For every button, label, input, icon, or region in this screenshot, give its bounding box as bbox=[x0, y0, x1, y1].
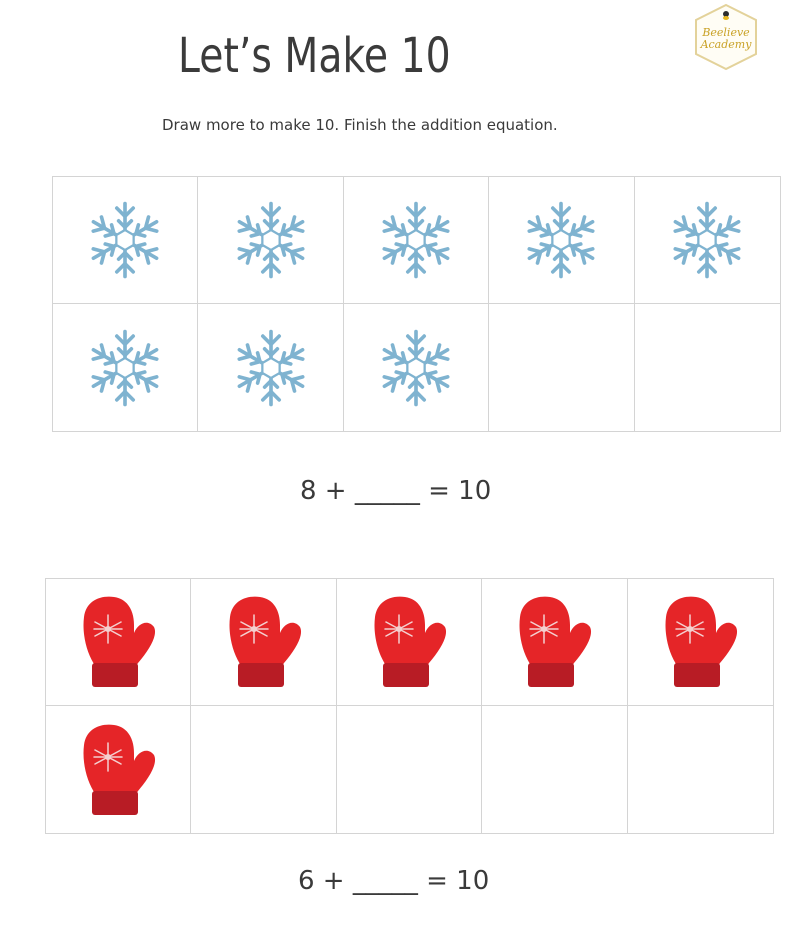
ten-frame-cell[interactable] bbox=[628, 579, 773, 706]
mitten-icon bbox=[224, 593, 304, 691]
logo-text-line2: Academy bbox=[700, 38, 752, 51]
mitten-icon bbox=[78, 721, 158, 819]
instructions: Draw more to make 10. Finish the addition equation. bbox=[162, 116, 558, 134]
ten-frame-cell[interactable] bbox=[191, 706, 336, 833]
ten-frame-cell[interactable] bbox=[198, 304, 343, 431]
snowflake-icon bbox=[375, 323, 457, 413]
ten-frame-cell[interactable] bbox=[46, 579, 191, 706]
mitten-icon bbox=[514, 593, 594, 691]
mitten-icon bbox=[660, 593, 740, 691]
ten-frame-cell[interactable] bbox=[489, 177, 634, 304]
ten-frame-cell[interactable] bbox=[337, 579, 482, 706]
ten-frame-cell[interactable] bbox=[53, 304, 198, 431]
mitten-icon bbox=[369, 593, 449, 691]
ten-frame-snowflakes bbox=[52, 176, 781, 432]
snowflake-icon bbox=[230, 323, 312, 413]
ten-frame-cell[interactable] bbox=[344, 177, 489, 304]
ten-frame-mittens bbox=[45, 578, 774, 834]
ten-frame-cell[interactable] bbox=[337, 706, 482, 833]
mitten-icon bbox=[78, 593, 158, 691]
snowflake-icon bbox=[84, 195, 166, 285]
snowflake-icon bbox=[230, 195, 312, 285]
ten-frame-cell[interactable] bbox=[635, 177, 780, 304]
ten-frame-cell[interactable] bbox=[482, 706, 627, 833]
brand-logo bbox=[690, 2, 762, 72]
ten-frame-cell[interactable] bbox=[46, 706, 191, 833]
page-title: Let’s Make 10 bbox=[178, 28, 451, 84]
snowflake-icon bbox=[84, 323, 166, 413]
equation-mittens: 6 + _____ = 10 bbox=[298, 866, 490, 896]
ten-frame-cell[interactable] bbox=[482, 579, 627, 706]
ten-frame-cell[interactable] bbox=[191, 579, 336, 706]
snowflake-icon bbox=[375, 195, 457, 285]
ten-frame-cell[interactable] bbox=[635, 304, 780, 431]
ten-frame-cell[interactable] bbox=[198, 177, 343, 304]
ten-frame-cell[interactable] bbox=[53, 177, 198, 304]
snowflake-icon bbox=[520, 195, 602, 285]
ten-frame-cell[interactable] bbox=[344, 304, 489, 431]
logo-text-line1: Beelieve bbox=[702, 26, 750, 39]
snowflake-icon bbox=[666, 195, 748, 285]
ten-frame-cell[interactable] bbox=[489, 304, 634, 431]
equation-snowflakes: 8 + _____ = 10 bbox=[300, 476, 492, 506]
ten-frame-cell[interactable] bbox=[628, 706, 773, 833]
